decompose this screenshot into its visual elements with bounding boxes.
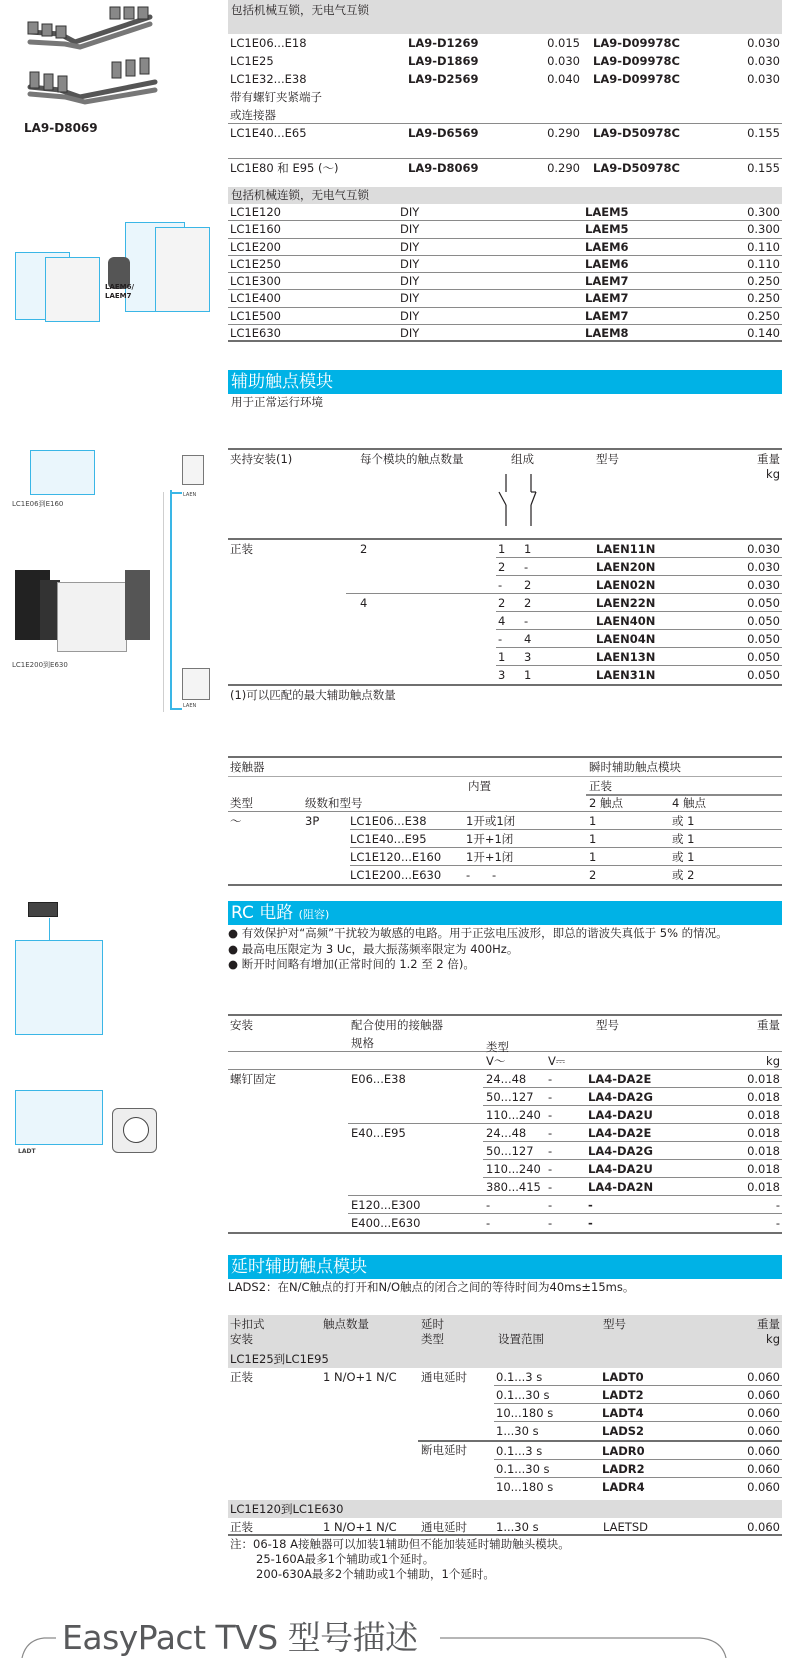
table-header: 卡扣式 安装 触点数量 延时 类型 设置范围 型号 重量 kg <box>228 1315 782 1350</box>
table-row: 2 1 1 LAEN11N 0.030 <box>360 542 780 556</box>
interlock-table-2-header: 包括机械连锁，无电气互锁 <box>228 187 782 204</box>
group-label: LC1E120到LC1E630 <box>228 1500 782 1518</box>
table-row: LC1E25 LA9-D1869 0.030 LA9-D09978C 0.030 <box>230 54 780 68</box>
aux-contacts-section-title: 辅助触点模块 <box>228 370 782 394</box>
table-row: 110...240 - LA4-DA2U 0.018 <box>348 1106 782 1124</box>
laen-label-1: LAEN <box>183 492 197 498</box>
table-row: 正装 1 N/O+1 N/C 通电延时 1...30 s LAETSD 0.060 <box>230 1519 780 1534</box>
table-row: LC1E630 DIY LAEM8 0.140 <box>228 325 782 342</box>
ladt-label: LADT <box>18 1148 36 1155</box>
small-contactor-image <box>30 450 95 495</box>
table-row: LC1E32...E38 LA9-D2569 0.040 LA9-D09978C 0.030 <box>230 72 780 86</box>
off-delay-label: 断电延时 <box>421 1443 467 1457</box>
table-note-row: 带有螺钉夹紧端子 <box>230 90 322 104</box>
poles-value: 3P <box>305 814 320 828</box>
table-row: 3 1 LAEN31N 0.050 <box>498 668 780 682</box>
table-row: 10...180 s LADR4 0.060 <box>496 1479 780 1494</box>
rc-module-image <box>28 902 58 917</box>
table-row: - 2 LAEN02N 0.030 <box>346 576 782 594</box>
timer-note: 注：06-18 A接触器可以加装1辅助但不能加装延时辅助触头模块。 <box>230 1536 570 1551</box>
table-row: E40...E95 24...48 - LA4-DA2E 0.018 <box>351 1126 780 1140</box>
rc-contactor-image <box>15 940 103 1035</box>
type-value: 〜 <box>230 814 242 828</box>
table-row: 2 - LAEN20N 0.030 <box>498 560 780 574</box>
table-row: 380...415 - LA4-DA2N 0.018 <box>348 1178 782 1196</box>
timer-notes <box>228 1536 782 1582</box>
footer-title: EasyPact TVS 型号描述 <box>62 1618 418 1657</box>
interlock-table-1 <box>228 0 782 180</box>
table-row: 0.1...3 s LADR0 0.060 <box>496 1443 780 1458</box>
rc-circuit-bullets <box>228 926 776 973</box>
table-row: 0.1...3 s LADT0 0.060 <box>496 1370 780 1384</box>
table-row: LC1E06...E18 LA9-D1269 0.015 LA9-D09978C 0.030 <box>230 36 780 50</box>
group-label: LC1E25到LC1E95 <box>228 1350 782 1368</box>
interlock-image-label: LA9-D8069 <box>24 121 98 135</box>
on-delay-label: 通电延时 <box>421 1370 467 1384</box>
aux-contacts-table <box>228 448 782 704</box>
table-row: LC1E40...E95 1开+1闭 1 或 1 <box>350 830 782 848</box>
table-header: 类型 级数和型号 2 触点 4 触点 <box>228 794 782 812</box>
table-row: LC1E400 DIY LAEM7 0.250 <box>228 290 782 307</box>
mount-value: 正装 <box>230 542 253 556</box>
no-nc-contact-symbol-icon <box>496 472 546 528</box>
ladt-contactor-image <box>15 1090 103 1145</box>
timer-table <box>228 1315 782 1582</box>
table-row: LC1E250 DIY LAEM6 0.110 <box>228 256 782 273</box>
contacts-value: 1 N/O+1 N/C <box>323 1370 397 1384</box>
small-contactor-label: LC1E06到E160 <box>12 500 64 508</box>
timer-note: 25-160A最多1个辅助或1个延时。 <box>256 1551 435 1566</box>
table-row: 1 3 LAEN13N 0.050 <box>498 650 780 664</box>
compat-table <box>228 756 782 886</box>
table-header: 安装 配合使用的接触器 型号 重量 <box>230 1018 780 1032</box>
table-header: 夹持安装(1) 每个模块的触点数量 组成 型号 重量 kg <box>228 450 782 538</box>
mount-value: 螺钉固定 <box>230 1072 276 1086</box>
table-row: E06...E38 24...48 - LA4-DA2E 0.018 <box>351 1072 780 1086</box>
rc-circuit-section-title: RC 电路 (阻容) <box>228 901 782 925</box>
table-row: E120...E300 - - - - <box>348 1196 782 1214</box>
timer-note: 200-630A最多2个辅助或1个辅助，1个延时。 <box>256 1566 495 1581</box>
laen-label-2: LAEN <box>183 703 197 709</box>
large-contactor-image <box>15 570 145 655</box>
table-header: 内置 正装 <box>228 776 782 794</box>
table-header: 规格 类型 <box>228 1034 782 1052</box>
rc-bullet: ● 有效保护对“高频”干扰较为敏感的电路。用于正弦电压波形，即总的谐波失真低于 5% 的情况。 <box>228 926 728 940</box>
timer-subtitle: LADS2：在N/C触点的打开和N/O触点的闭合之间的等待时间为40ms±15ms。 <box>228 1280 635 1294</box>
table-row: 0.1...30 s LADT2 0.060 <box>496 1388 780 1402</box>
table-header: V〜 V⎓ kg <box>228 1052 782 1070</box>
interlock-table-1-header: 包括机械互锁，无电气互锁 <box>228 0 782 34</box>
large-contactor-label: LC1E200到E630 <box>12 661 68 669</box>
table-row: LC1E120 DIY LAEM5 0.300 <box>228 204 782 221</box>
table-row: 50...127 - LA4-DA2G 0.018 <box>348 1142 782 1160</box>
table-row: LC1E80 和 E95 (〜) LA9-D8069 0.290 LA9-D50978C 0.155 <box>228 158 782 180</box>
laem-image-label: LAEM6/ LAEM7 <box>105 283 135 300</box>
ladt-module-image <box>112 1108 157 1153</box>
table-row: 50...127 - LA4-DA2G 0.018 <box>348 1088 782 1106</box>
rc-circuit-table <box>228 1014 782 1234</box>
table-row: LC1E06...E38 1开或1闭 1 或 1 <box>350 812 782 830</box>
mount-value: 正装 <box>230 1370 253 1384</box>
connector-line <box>170 490 172 710</box>
aux-contacts-footnote: (1)可以匹配的最大辅助触点数量 <box>230 688 396 702</box>
laen-2-contact-image <box>182 455 204 485</box>
table-header: 接触器 瞬时辅助触点模块 <box>230 760 681 774</box>
table-row: - 4 LAEN04N 0.050 <box>498 632 780 646</box>
table-row: 4 - LAEN40N 0.050 <box>498 614 780 628</box>
table-row: 110...240 - LA4-DA2U 0.018 <box>348 1160 782 1178</box>
table-row: LC1E40...E65 LA9-D6569 0.290 LA9-D50978C 0.155 <box>230 126 780 140</box>
table-row: E400...E630 - - - - <box>351 1216 780 1230</box>
timer-section-title: 延时辅助触点模块 <box>228 1255 782 1279</box>
laen-4-contact-image <box>182 668 210 700</box>
table-row: LC1E500 DIY LAEM7 0.250 <box>228 308 782 325</box>
table-row: LC1E120...E160 1开+1闭 1 或 1 <box>350 848 782 866</box>
table-row: 1...30 s LADS2 0.060 <box>496 1424 780 1438</box>
table-row: LC1E300 DIY LAEM7 0.250 <box>228 273 782 290</box>
interlock-rod-image <box>20 2 160 112</box>
aux-contacts-subtitle: 用于正常运行环境 <box>231 395 323 409</box>
table-row: 0.1...30 s LADR2 0.060 <box>496 1461 780 1476</box>
table-row: LC1E200...E630 - - 2 或 2 <box>350 868 695 882</box>
table-row: 4 2 2 LAEN22N 0.050 <box>360 596 780 610</box>
table-note-row: 或连接器 <box>228 106 782 124</box>
laem-contactor-pair-image <box>10 212 210 327</box>
table-row: LC1E160 DIY LAEM5 0.300 <box>228 221 782 238</box>
rc-bullet: ● 最高电压限定为 3 Uc，最大振荡频率限定为 400Hz。 <box>228 941 519 956</box>
rc-bullet: ● 断开时间略有增加(正常时间的 1.2 至 2 倍)。 <box>228 957 475 971</box>
interlock-table-2 <box>228 187 782 342</box>
table-row: 10...180 s LADT4 0.060 <box>496 1406 780 1420</box>
table-row: LC1E200 DIY LAEM6 0.110 <box>228 239 782 256</box>
